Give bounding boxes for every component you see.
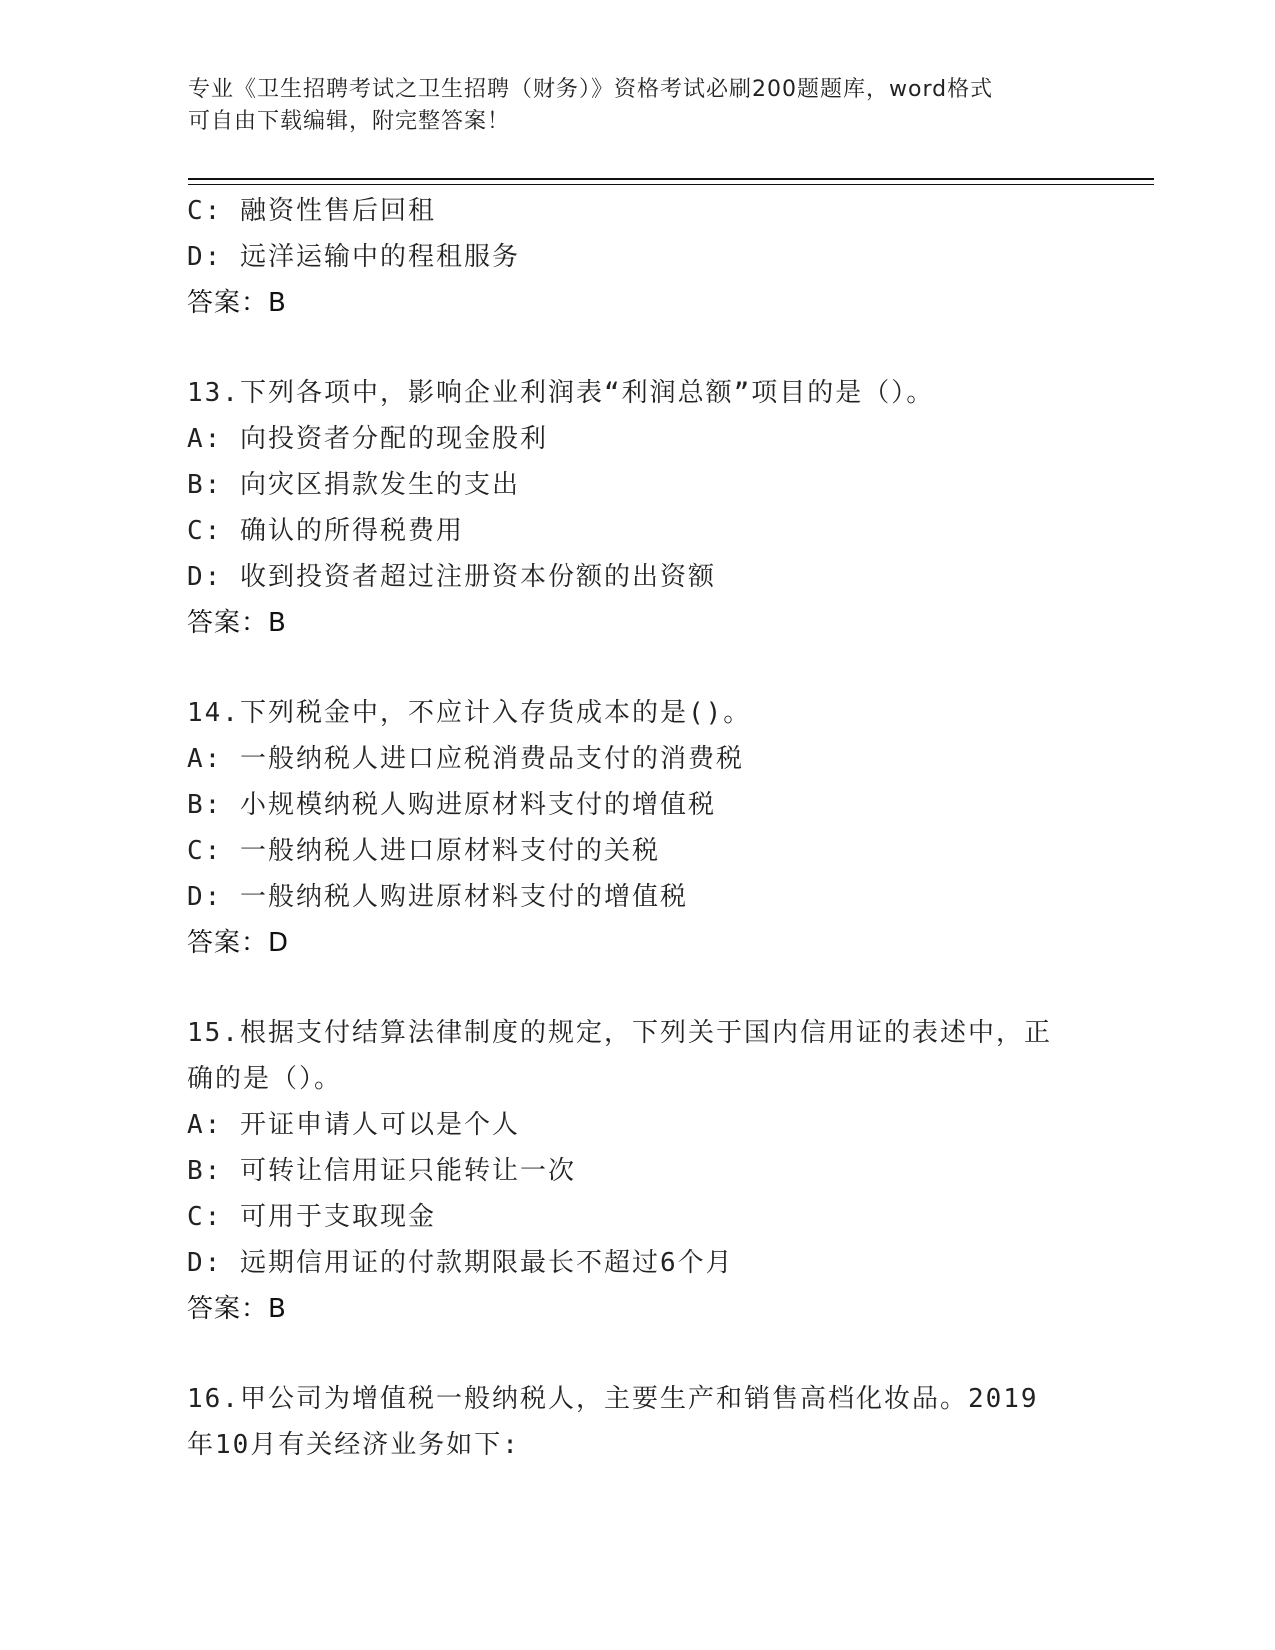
question-text: 14.下列税金中，不应计入存货成本的是()。 bbox=[187, 698, 752, 728]
option-a: A: 一般纳税人进口应税消费品支付的消费税 bbox=[187, 744, 744, 774]
option-b: B: 可转让信用证只能转让一次 bbox=[187, 1156, 576, 1186]
header-line-2: 可自由下载编辑，附完整答案！ bbox=[188, 109, 511, 134]
question-text-line-2: 年10月有关经济业务如下: bbox=[187, 1430, 520, 1460]
answer-line: 答案：D bbox=[187, 928, 290, 958]
option-a: A: 开证申请人可以是个人 bbox=[187, 1110, 520, 1140]
answer-line: 答案：B bbox=[187, 1294, 287, 1324]
option-c: C: 确认的所得税费用 bbox=[187, 516, 464, 546]
question-block-15 bbox=[187, 1010, 1087, 1332]
option-d: D: 一般纳税人购进原材料支付的增值税 bbox=[187, 882, 688, 912]
option-c: C: 融资性售后回租 bbox=[187, 196, 436, 226]
option-d: D: 远洋运输中的程租服务 bbox=[187, 242, 520, 272]
question-text-line-2: 确的是（）。 bbox=[187, 1064, 343, 1094]
answer-line: 答案：B bbox=[187, 288, 287, 318]
option-c: C: 一般纳税人进口原材料支付的关税 bbox=[187, 836, 660, 866]
question-block-12-tail bbox=[187, 188, 1087, 326]
option-d: D: 远期信用证的付款期限最长不超过6个月 bbox=[187, 1248, 734, 1278]
option-b: B: 小规模纳税人购进原材料支付的增值税 bbox=[187, 790, 716, 820]
header-divider-thin bbox=[188, 184, 1154, 185]
option-b: B: 向灾区捐款发生的支出 bbox=[187, 470, 520, 500]
header-line-1: 专业《卫生招聘考试之卫生招聘（财务）》资格考试必刷200题题库，word格式 bbox=[188, 77, 994, 102]
document-header bbox=[188, 74, 1088, 138]
option-c: C: 可用于支取现金 bbox=[187, 1202, 436, 1232]
question-text-line-1: 15.根据支付结算法律制度的规定，下列关于国内信用证的表述中，正 bbox=[187, 1018, 1052, 1048]
question-list bbox=[187, 188, 1087, 1468]
question-block-16 bbox=[187, 1376, 1087, 1468]
question-block-13 bbox=[187, 370, 1087, 646]
header-divider bbox=[188, 178, 1154, 180]
option-a: A: 向投资者分配的现金股利 bbox=[187, 424, 548, 454]
answer-line: 答案：B bbox=[187, 608, 287, 638]
question-block-14 bbox=[187, 690, 1087, 966]
question-text-line-1: 16.甲公司为增值税一般纳税人，主要生产和销售高档化妆品。2019 bbox=[187, 1384, 1039, 1414]
option-d: D: 收到投资者超过注册资本份额的出资额 bbox=[187, 562, 716, 592]
question-text: 13.下列各项中，影响企业利润表“利润总额”项目的是（）。 bbox=[187, 378, 935, 408]
